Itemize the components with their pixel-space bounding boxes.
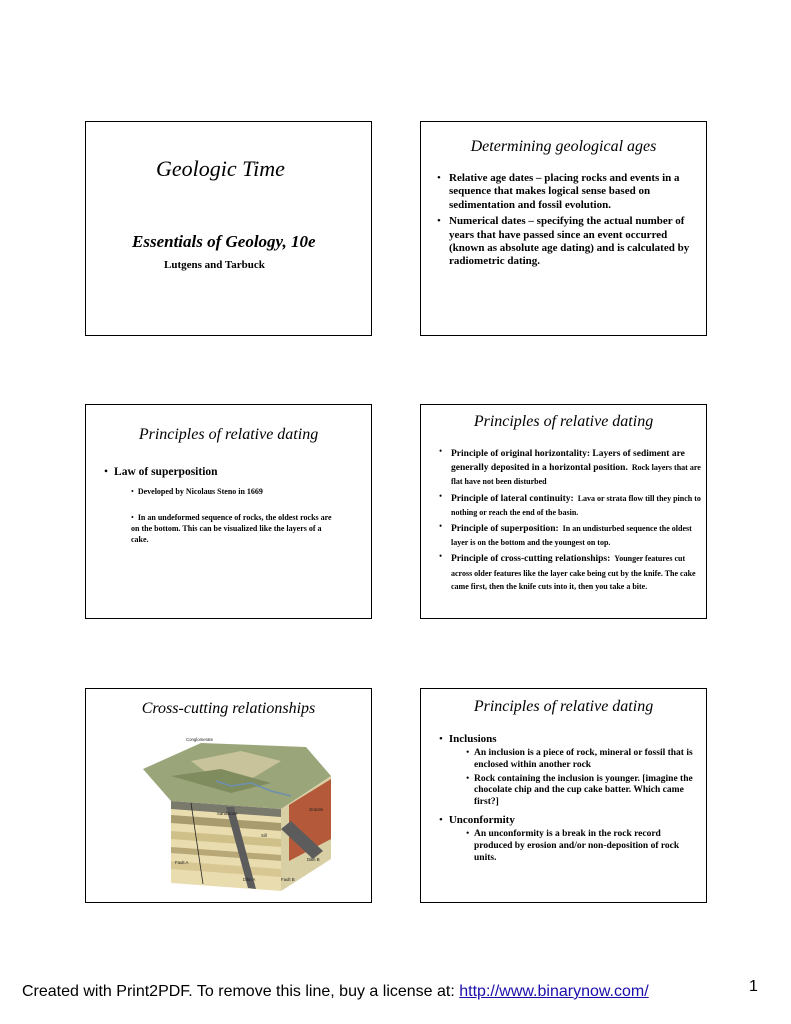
list-item: • An inclusion is a piece of rock, mineral or fossil that is enclosed within another rock <box>466 748 698 772</box>
sub-bullet-list <box>466 748 698 811</box>
slide-inclusions <box>420 688 707 903</box>
list-item <box>439 491 701 518</box>
list-item: • Relative age dates – placing rocks and events in a sequence that makes logical sense based on sedimentation and fossil evolution. <box>437 172 697 212</box>
slide-title: Geologic Time <box>156 156 285 181</box>
bullet-heading: • Law of superposition <box>104 466 218 478</box>
bullet-list <box>439 446 701 595</box>
slide-cross-cutting <box>85 688 372 903</box>
list-item <box>439 446 701 488</box>
page-number: 1 <box>749 978 758 995</box>
bullet-heading: • Unconformity <box>439 814 515 826</box>
slide-principles-list <box>420 404 707 619</box>
list-item: • An unconformity is a break in the rock record produced by erosion and/or non-deposition of rock units. <box>466 829 698 864</box>
slide-title: Determining geological ages <box>470 138 657 155</box>
sub-bullet: • Developed by Nicolaus Steno in 1669 <box>131 486 351 497</box>
footer-notice <box>22 983 649 1001</box>
list-item <box>439 521 701 548</box>
slide-authors: Lutgens and Tarbuck <box>164 259 265 271</box>
slide-title: Principles of relative dating <box>473 413 654 430</box>
label-fault-b: Fault B <box>281 877 295 882</box>
license-link[interactable]: http://www.binarynow.com/ <box>459 983 649 1000</box>
slide-determining-ages <box>420 121 707 336</box>
bullet-heading: • Inclusions <box>439 733 497 745</box>
sub-bullet-list <box>466 829 698 866</box>
bullet-list <box>437 172 697 272</box>
list-item: • Rock containing the inclusion is younger. [imagine the chocolate chip and the cup cake batter. Which came first?] <box>466 774 698 809</box>
label-dike-a: Dike A <box>243 877 256 882</box>
slide-geologic-time <box>85 121 372 336</box>
footer-text: Created with Print2PDF. To remove this line, buy a license at: <box>22 983 460 1000</box>
slide-title: Cross-cutting relationships <box>141 700 316 717</box>
slide-subtitle: Essentials of Geology, 10e <box>132 232 316 251</box>
list-item <box>439 551 701 592</box>
label-conglomerate: Conglomerate <box>186 737 213 742</box>
slide-title: Principles of relative dating <box>138 426 319 443</box>
label-sandstone: Sandstone <box>217 811 238 816</box>
label-granite: Granite <box>309 807 324 812</box>
label-fault-a: Fault A <box>175 860 189 865</box>
principle-detail: Younger features cut across older features like the layer cake being cut by the knife. The cake came first, then the knife cuts into it, then you take a bite. <box>451 554 696 591</box>
list-item: • Numerical dates – specifying the actual number of years that have passed since an event occurred (known as absolute age dating) and is calculated by radiometric dating. <box>437 215 697 269</box>
slide-title: Principles of relative dating <box>473 698 654 715</box>
principle-name: Principle of superposition: <box>451 524 559 535</box>
slide-law-of-superposition <box>85 404 372 619</box>
principle-name: Principle of cross-cutting relationships: <box>451 554 611 565</box>
label-dike-b: Dike B <box>307 857 320 862</box>
principle-name: Principle of lateral continuity: <box>451 493 574 504</box>
principle-detail: In an undisturbed sequence the oldest layer is on the bottom and the youngest on top. <box>451 524 692 548</box>
principle-name: Principle of original horizontality: Layers of sediment are generally deposited in a horizontal position. <box>451 449 685 474</box>
principle-detail: Rock layers that are flat have not been disturbed <box>451 463 701 487</box>
principle-detail: Lava or strata flow till they pinch to nothing or reach the end of the basin. <box>451 493 701 517</box>
label-sill: Sill <box>261 833 267 838</box>
block-diagram-image <box>131 721 346 891</box>
sub-bullet: • In an undeformed sequence of rocks, the oldest rocks are on the bottom. This can be visualized like the layers of a cake. <box>131 512 341 546</box>
